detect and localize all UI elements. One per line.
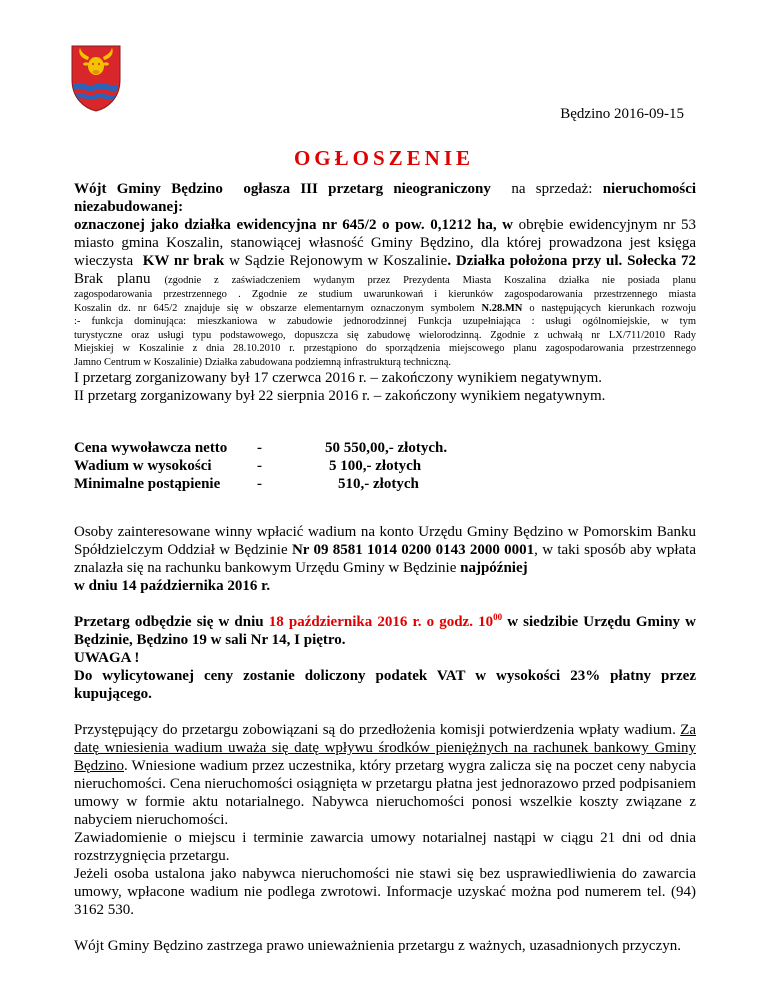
- deposit-date-rule: Za datę wniesienia wadium uważa się datę wpływu środków pieniężnych na rachunek bankowy Gminy Będzino: [74, 722, 697, 774]
- conditions-text: Przystępujący do przetargu zobowiązani są do przedłożenia komisji potwierdzenia wpłaty wadium.: [74, 722, 676, 738]
- auction-time-minutes: 00: [493, 612, 503, 622]
- fee-label: Cena wywoławcza netto: [74, 440, 228, 456]
- deposit-text: , w taki sposób aby wpłata znalazła się na rachunku bankowym Urzędu Gminy w Będzinie: [74, 542, 696, 576]
- fee-label: Minimalne postąpienie: [74, 476, 221, 492]
- zoning-note-line: [74, 302, 696, 316]
- fee-row: [74, 439, 513, 457]
- sale-label: na sprzedaż:: [511, 181, 593, 197]
- conditions-text: . Wniesione wadium przez uczestnika, który przetarg wygra zalicza się na poczet ceny nabycia nieruchomości. Cena nieruchomości osiągnięta w przetargu płatna jest jednorazowo przed podpisaniem umowy w formie aktu notarialnego. Nabywca nieruchomości ponosi wszelkie koszty związane z nabyciem nieruchomości.: [74, 758, 696, 828]
- issuer: Wójt Gminy Będzino: [74, 181, 223, 197]
- fees-table: [74, 439, 513, 493]
- zoning-note-line: turystyczne oraz usługi typu podstawowego, dopuszcza się zabudowę wielorodzinną. Zgodnie z uchwałą nr LX/711/2010 Rady: [74, 329, 696, 341]
- kw-label: wieczysta: [74, 253, 134, 269]
- intro-line-2: [74, 198, 696, 216]
- plan-status: Brak planu: [74, 271, 151, 287]
- zoning-note-line: zagospodarowania przestrzennego . Zgodnie ze studium uwarunkowań i kierunków zagospodarowania przestrzennego miasta: [74, 289, 696, 300]
- zoning-text: Koszalin dz. nr 645/2 znajduje się w obszarze elementarnym oznaczonym symbolem: [74, 302, 475, 314]
- auction-date: [269, 614, 502, 630]
- fee-dash: -: [257, 476, 262, 492]
- notarial-notice: Zawiadomienie o miejscu i terminie zawarcia umowy notarialnej nastąpi w ciągu 21 dni od dnia rozstrzygnięcia przetargu.: [74, 830, 696, 864]
- parcel-district: obrębie ewidencyjnym nr 53: [518, 217, 697, 233]
- fee-label: Wadium w wysokości: [74, 458, 212, 474]
- intro-line-3: [74, 216, 696, 234]
- zoning-symbol: N.28.MN: [481, 302, 523, 314]
- auction-paragraph: [74, 613, 696, 649]
- announcement-body: [74, 180, 696, 955]
- plan-note-start: (zgodnie z zaświadczeniem wydanym przez Prezydenta Miasta Koszalina działka nie posiada planu: [164, 275, 696, 286]
- fee-dash: -: [257, 440, 262, 456]
- intro-line-5: [74, 252, 696, 270]
- deposit-paragraph: [74, 523, 696, 595]
- deposit-deadline-label: najpóźniej: [460, 560, 528, 576]
- zoning-note-line: Miejskiej w Koszalinie z dnia 28.10.2010 r. przestąpiono do sporządzenia miejscowego planu zagospodarowania przestrzennego: [74, 343, 696, 354]
- fee-dash: -: [257, 458, 262, 474]
- previous-auction-2: II przetarg zorganizowany był 22 sierpnia 2016 r. – zakończony wynikiem negatywnym.: [74, 388, 606, 404]
- fee-value: 510,- złotych: [338, 476, 419, 492]
- zoning-note: [74, 288, 696, 369]
- kw-number: KW nr brak: [142, 253, 225, 269]
- document-date: Będzino 2016-09-15: [560, 106, 684, 122]
- property-label: nieruchomości: [602, 181, 697, 197]
- intro-line-1: [74, 180, 696, 198]
- court: w Sądzie Rejonowym w Koszalinie: [229, 253, 448, 269]
- intro-line-6: [74, 270, 696, 288]
- property-type: niezabudowanej:: [74, 199, 184, 215]
- zoning-text: o następujących kierunkach rozwoju: [529, 302, 696, 314]
- fee-row: [74, 475, 513, 493]
- zoning-note-line: Jamno Centrum w Koszalinie) Działka zabudowana podziemną infrastrukturą techniczną.: [74, 356, 451, 368]
- document-title: OGŁOSZENIE: [293, 146, 475, 170]
- fee-value: 50 550,00,- złotych.: [325, 440, 448, 456]
- parcel-info: oznaczonej jako działka ewidencyjna nr 645/2 o pow. 0,1212 ha, w: [74, 217, 514, 233]
- fee-value: 5 100,- złotych: [329, 458, 422, 474]
- conditions-paragraph: [74, 721, 696, 829]
- closing-statement: Wójt Gminy Będzino zastrzega prawo unieważnienia przetargu z ważnych, uzasadnionych przyczyn.: [74, 938, 681, 954]
- auction-date-text: 18 października 2016 r. o godz. 10: [268, 614, 494, 630]
- previous-auction-1: I przetarg zorganizowany był 17 czerwca 2016 r. – zakończony wynikiem negatywnym.: [74, 370, 603, 386]
- deposit-text: Osoby zainteresowane winny wpłacić wadium na konto Urzędu Gminy Będzino w Pomorskim Banku Spółdzielczym Oddział w Będzinie: [74, 524, 696, 558]
- bank-account-number: Nr 09 8581 1014 0200 0143 2000 0001: [291, 542, 535, 558]
- parcel-address: . Działka położona przy ul. Sołecka 72: [447, 253, 697, 269]
- deposit-deadline: w dniu 14 października 2016 r.: [74, 578, 271, 594]
- auction-text: Przetarg odbędzie się w dniu: [74, 614, 264, 630]
- auction-type: ogłasza III przetarg nieograniczony: [243, 181, 491, 197]
- vat-notice: Do wylicytowanej ceny zostanie doliczony podatek VAT w wysokości 23% płatny przez kupującego.: [74, 668, 696, 702]
- fee-row: [74, 457, 513, 475]
- zoning-note-line: :- funkcja dominująca: mieszkaniowa w zabudowie jednorodzinnej Funkcja uzupełniająca : usługi ogólnomiejskie, w tym: [74, 316, 696, 327]
- notice-label: UWAGA !: [74, 650, 140, 666]
- coat-of-arms-icon: [70, 44, 122, 112]
- auction-location: w siedzibie Urzędu Gminy w Będzinie, Będzino 19 w sali Nr 14, I piętro.: [74, 614, 697, 648]
- forfeit-notice: Jeżeli osoba ustalona jako nabywca nieruchomości nie stawi się bez usprawiedliwienia do zawarcia umowy, wpłacone wadium nie podlega zwrotowi. Informacje uzyskać można pod numerem tel. (94) 3162 530.: [74, 866, 696, 918]
- intro-line-4: miasto gmina Koszalin, stanowiącej własność Gminy Będzino, dla której prowadzona jest księga: [74, 235, 696, 251]
